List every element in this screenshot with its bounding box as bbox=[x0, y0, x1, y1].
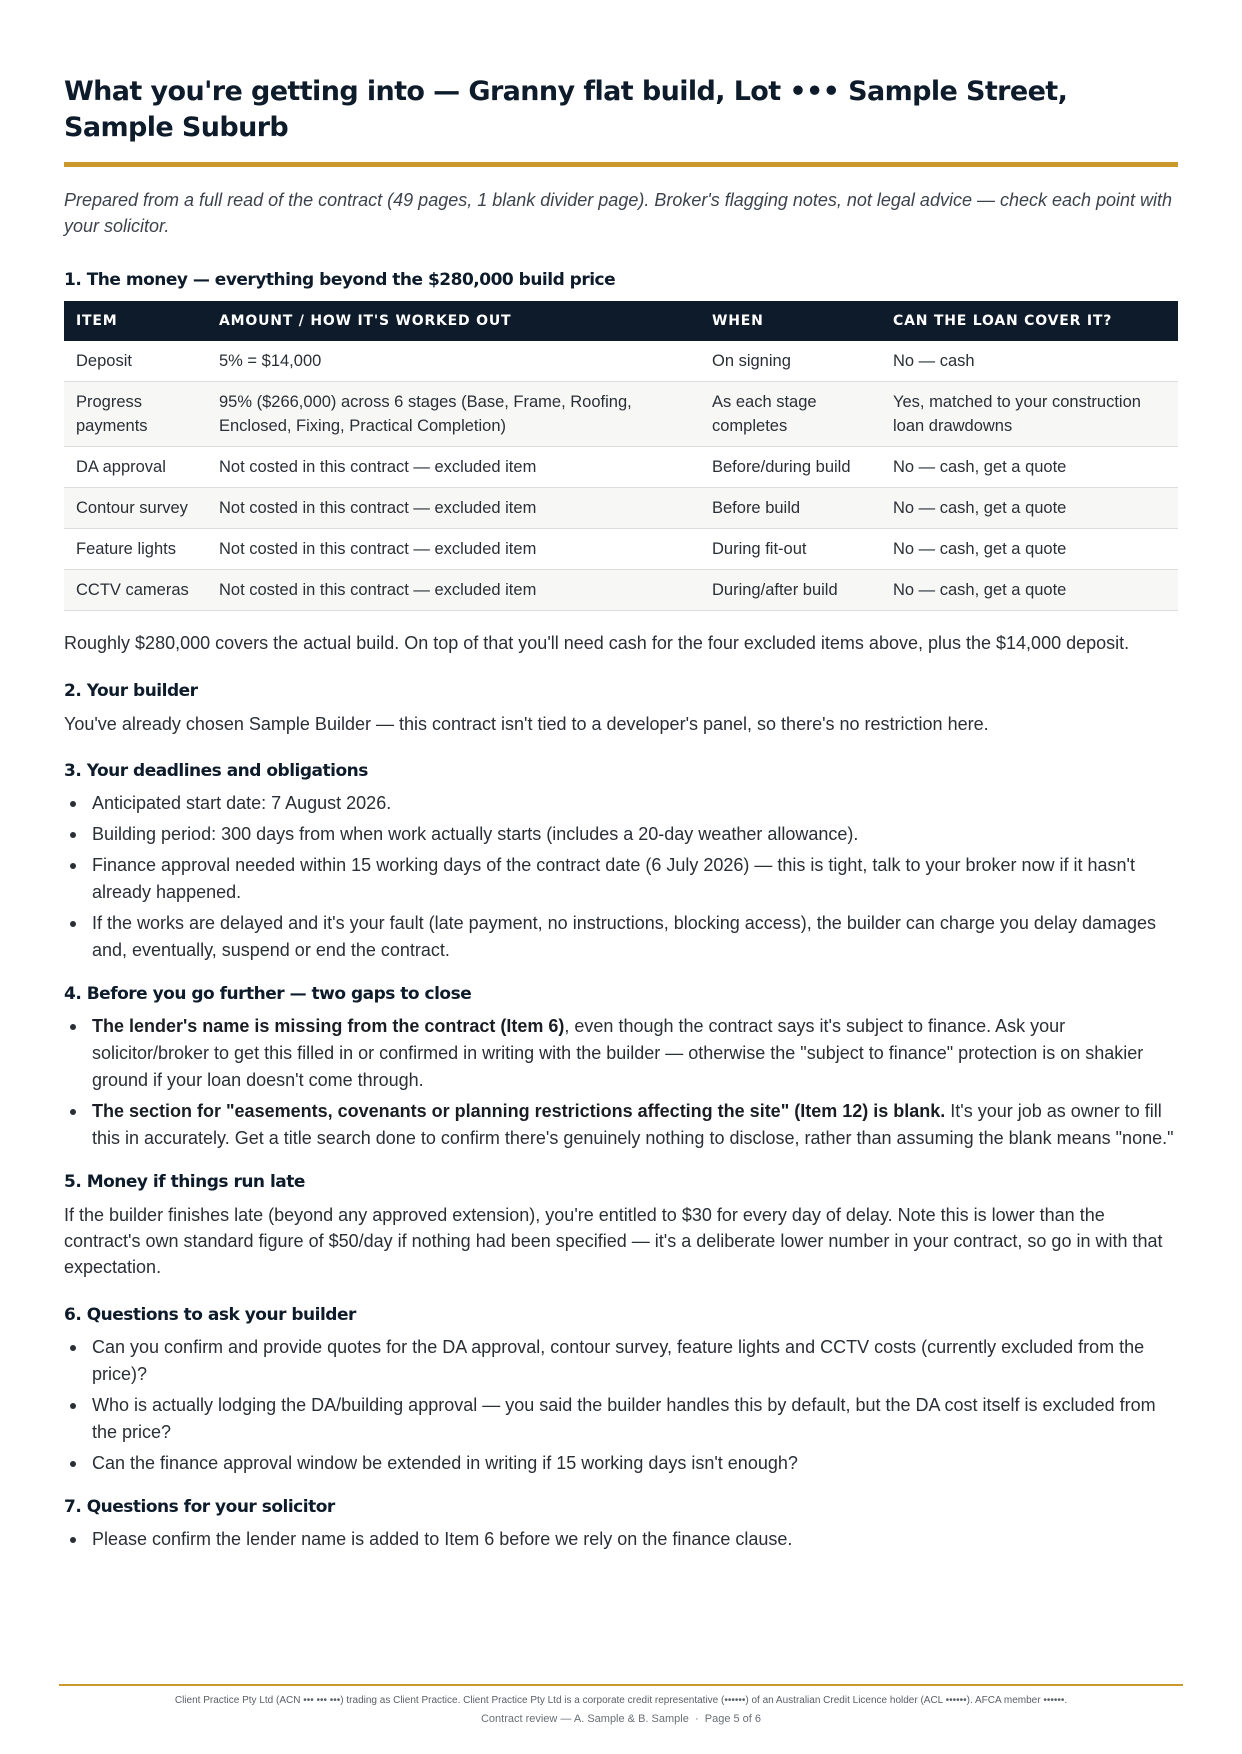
list-item bbox=[64, 1526, 1178, 1553]
bullet-icon bbox=[70, 863, 76, 869]
bullet-icon bbox=[70, 1403, 76, 1409]
cell-loan: Yes, matched to your construction loan drawdowns bbox=[881, 382, 1178, 447]
list-item-text: , even though the contract says it's subject to finance. Ask your solicitor/broker to get this filled in or confirmed in writing with the builder — otherwise the "subject to finance" protection is on shakier ground if your loan doesn't come through. bbox=[92, 1016, 1144, 1090]
cell-item: DA approval bbox=[64, 447, 207, 488]
cell-amount: Not costed in this contract — excluded item bbox=[207, 570, 700, 611]
cell-item: Contour survey bbox=[64, 488, 207, 529]
table-row bbox=[64, 341, 1178, 382]
builder-body: You've already chosen Sample Builder — this contract isn't tied to a developer's panel, so there's no restriction here. bbox=[64, 714, 989, 734]
title-divider bbox=[64, 162, 1178, 167]
cell-loan: No — cash, get a quote bbox=[881, 570, 1178, 611]
cell-when: Before build bbox=[700, 488, 881, 529]
list-item bbox=[64, 852, 1178, 906]
column-header: AMOUNT / HOW IT'S WORKED OUT bbox=[207, 301, 700, 341]
list-item-text: Building period: 300 days from when work actually starts (includes a 20-day weather allowance). bbox=[92, 824, 859, 844]
late-body: If the builder finishes late (beyond any approved extension), you're entitled to $30 for every day of delay. Note this is lower than the contract's own standard figure of $50/day if nothing had been specified — it's a deliberate lower number in your contract, so go in with that expectation. bbox=[64, 1205, 1163, 1277]
page-footer bbox=[59, 1684, 1183, 1725]
page-number: Page 5 of 6 bbox=[704, 1713, 762, 1725]
footer-divider bbox=[59, 1684, 1183, 1686]
section-heading-late: 5. Money if things run late bbox=[64, 1172, 305, 1192]
cell-when: As each stage completes bbox=[700, 382, 881, 447]
list-item bbox=[64, 1334, 1178, 1388]
column-header: ITEM bbox=[64, 301, 207, 341]
section-heading-gaps: 4. Before you go further — two gaps to close bbox=[64, 984, 472, 1004]
cell-when: During/after build bbox=[700, 570, 881, 611]
deadlines-list bbox=[64, 790, 1178, 964]
bullet-icon bbox=[70, 1024, 76, 1030]
table-row bbox=[64, 382, 1178, 447]
cell-item: Deposit bbox=[64, 341, 207, 382]
list-item bbox=[64, 910, 1178, 964]
section-heading-builder: 2. Your builder bbox=[64, 681, 198, 701]
footer-reference-line bbox=[59, 1713, 1183, 1725]
footer-separator: · bbox=[694, 1713, 699, 1725]
bullet-icon bbox=[70, 801, 76, 807]
list-item-text: Who is actually lodging the DA/building approval — you said the builder handles this by default, but the DA cost itself is excluded from the price? bbox=[92, 1395, 1156, 1442]
list-item bbox=[64, 790, 1178, 817]
column-header: WHEN bbox=[700, 301, 881, 341]
list-item-text: Can the finance approval window be extended in writing if 15 working days isn't enough? bbox=[92, 1453, 798, 1473]
cell-amount: 95% ($266,000) across 6 stages (Base, Frame, Roofing, Enclosed, Fixing, Practical Completion) bbox=[207, 382, 700, 447]
cell-item: Feature lights bbox=[64, 529, 207, 570]
cell-amount: Not costed in this contract — excluded item bbox=[207, 529, 700, 570]
table-row bbox=[64, 447, 1178, 488]
money-table bbox=[64, 301, 1178, 611]
list-item bbox=[64, 1098, 1178, 1152]
cell-when: During fit-out bbox=[700, 529, 881, 570]
cell-amount: Not costed in this contract — excluded item bbox=[207, 488, 700, 529]
bullet-icon bbox=[70, 832, 76, 838]
solicitor-questions-list bbox=[64, 1526, 1178, 1553]
footer-disclaimer: Client Practice Pty Ltd (ACN ••• ••• •••) trading as Client Practice. Client Practice Pty Ltd is a corporate credit representative (••••••) of an Australian Credit Licence holder (ACL ••••••). AFCA member ••••••. bbox=[174, 1695, 1068, 1706]
column-header: CAN THE LOAN COVER IT? bbox=[881, 301, 1178, 341]
list-item-text: Anticipated start date: 7 August 2026. bbox=[92, 793, 392, 813]
list-item-text: If the works are delayed and it's your fault (late payment, no instructions, blocking access), the builder can charge you delay damages and, eventually, suspend or end the contract. bbox=[92, 913, 1157, 960]
list-item-text: Finance approval needed within 15 working days of the contract date (6 July 2026) — this is tight, talk to your broker now if it hasn't already happened. bbox=[92, 855, 1135, 902]
list-item-text: Please confirm the lender name is added to Item 6 before we rely on the finance clause. bbox=[92, 1529, 793, 1549]
cell-loan: No — cash, get a quote bbox=[881, 488, 1178, 529]
money-summary: Roughly $280,000 covers the actual build. On top of that you'll need cash for the four excluded items above, plus the $14,000 deposit. bbox=[64, 633, 1130, 653]
section-heading-money: 1. The money — everything beyond the $280,000 build price bbox=[64, 270, 616, 290]
gaps-list bbox=[64, 1013, 1178, 1152]
section-heading-builder-questions: 6. Questions to ask your builder bbox=[64, 1305, 356, 1325]
table-row bbox=[64, 529, 1178, 570]
cell-item: CCTV cameras bbox=[64, 570, 207, 611]
bullet-icon bbox=[70, 1109, 76, 1115]
document-page bbox=[64, 0, 1178, 1557]
cell-amount: Not costed in this contract — excluded item bbox=[207, 447, 700, 488]
list-item-text: It's your job as owner to fill this in accurately. Get a title search done to confirm there's genuinely nothing to disclose, rather than assuming the blank means "none." bbox=[92, 1101, 1174, 1148]
section-heading-solicitor-questions: 7. Questions for your solicitor bbox=[64, 1497, 335, 1517]
cell-when: Before/during build bbox=[700, 447, 881, 488]
list-item bbox=[64, 1392, 1178, 1446]
list-item bbox=[64, 1450, 1178, 1477]
page-title: What you're getting into — Granny flat build, Lot ••• Sample Street, Sample Suburb bbox=[64, 76, 1068, 143]
list-item bbox=[64, 1013, 1178, 1094]
table-row bbox=[64, 488, 1178, 529]
list-item bbox=[64, 821, 1178, 848]
builder-questions-list bbox=[64, 1334, 1178, 1477]
bullet-icon bbox=[70, 1537, 76, 1543]
bullet-icon bbox=[70, 1461, 76, 1467]
list-item-text: Can you confirm and provide quotes for the DA approval, contour survey, feature lights and CCTV costs (currently excluded from the price)? bbox=[92, 1337, 1145, 1384]
cell-amount: 5% = $14,000 bbox=[207, 341, 700, 382]
cell-loan: No — cash, get a quote bbox=[881, 447, 1178, 488]
bullet-icon bbox=[70, 1345, 76, 1351]
intro-note: Prepared from a full read of the contract (49 pages, 1 blank divider page). Broker's flagging notes, not legal advice — check each point with your solicitor. bbox=[64, 190, 1173, 236]
footer-reference: Contract review — A. Sample & B. Sample bbox=[480, 1713, 689, 1725]
cell-item: Progress payments bbox=[64, 382, 207, 447]
cell-when: On signing bbox=[700, 341, 881, 382]
bullet-icon bbox=[70, 921, 76, 927]
cell-loan: No — cash bbox=[881, 341, 1178, 382]
table-row bbox=[64, 570, 1178, 611]
list-item-emphasis: The section for "easements, covenants or planning restrictions affecting the site" (Item 12) is blank. bbox=[92, 1101, 946, 1121]
list-item-emphasis: The lender's name is missing from the contract (Item 6) bbox=[92, 1016, 565, 1036]
section-heading-deadlines: 3. Your deadlines and obligations bbox=[64, 761, 368, 781]
table-header-row bbox=[64, 301, 1178, 341]
cell-loan: No — cash, get a quote bbox=[881, 529, 1178, 570]
